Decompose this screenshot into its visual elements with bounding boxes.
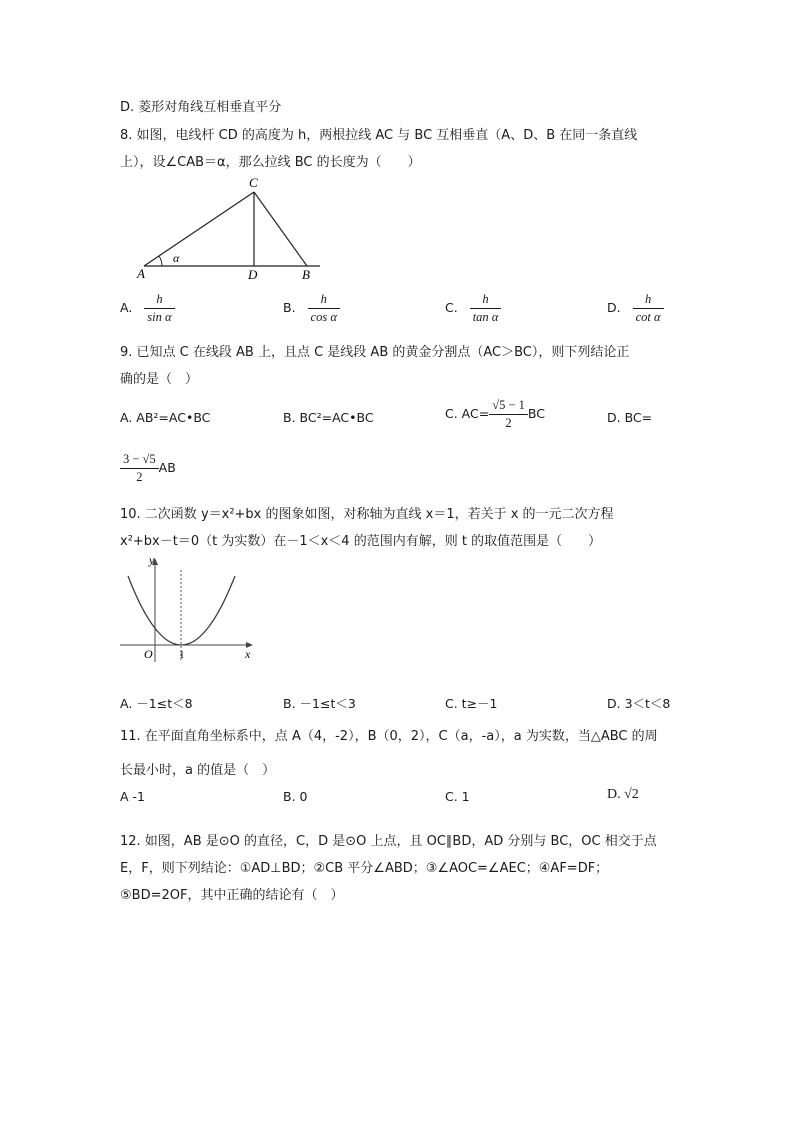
q10-option-d: D. 3＜t＜8 [607,696,671,711]
q9-option-b: B. BC²=AC•BC [283,410,374,425]
q8-triangle-figure [130,172,330,284]
q11-stem-line1: 11. 在平面直角坐标系中，点 A（4，-2），B（0，2），C（a，-a），a 为实数，当△ABC 的周 [120,729,658,744]
q12-stem-line3: ⑤BD=2OF，其中正确的结论有（ ） [120,888,344,903]
q8-option-d: D. $\frac{h}{\text{cot α}}$ [607,292,664,325]
y-axis-label: y [149,553,155,567]
angle-alpha-arc [159,256,162,266]
q8-option-d-fraction: $\frac{h}{\text{cot α}}$ [633,292,664,325]
q11-option-d: D. √2 [607,787,639,802]
q10-option-b: B. －1≤t＜3 [283,696,356,711]
label-b: B [302,267,310,282]
q11-option-c: C. 1 [445,789,470,804]
q9-stem-line2: 确的是（ ） [120,372,199,387]
q8-option-c-fraction: $\frac{h}{\text{tan α}}$ [470,292,502,325]
q9-option-d-continued: $\frac{3 - √5}{2}$ AB [120,452,176,485]
q12-stem-line1: 12. 如图，AB 是⊙O 的直径，C，D 是⊙O 上点，且 OC∥BD，AD 分别与 BC，OC 相交于点 [120,834,657,849]
line-bc [254,192,307,266]
tick-label-one: 1 [179,649,185,661]
label-alpha: α [173,251,180,265]
q8-option-b-fraction: $\frac{h}{\text{cos α}}$ [308,292,340,325]
label-c: C [249,175,258,190]
q8-stem-line2: 上），设∠CAB＝α，那么拉线 BC 的长度为（ ） [120,155,421,170]
q12-stem-line2: E，F，则下列结论：①AD⊥BD；②CB 平分∠ABD；③∠AOC=∠AEC；④AF=DF； [120,861,609,876]
q9-option-d: D. BC= [607,410,653,425]
q8-option-b: B. $\frac{h}{\text{cos α}}$ [283,292,340,325]
q8-option-c: C. $\frac{h}{\text{tan α}}$ [445,292,501,325]
label-d: D [248,267,258,282]
origin-label: O [144,647,153,661]
q8-option-a: A. $\frac{h}{\text{sin α}}$ [120,292,175,325]
q10-parabola-graph [115,550,260,667]
q7-option-d: D. 菱形对角线互相垂直平分 [120,100,282,115]
q10-stem-line2: x²+bx－t＝0（t 为实数）在－1＜x＜4 的范围内有解，则 t 的取值范围是（ ） [120,534,602,549]
line-ac [144,192,254,266]
q9-option-c: C. AC= $\frac{√5 - 1}{2}$ BC [445,398,545,430]
q9-option-c-fraction: $\frac{√5 - 1}{2}$ [489,398,528,431]
q11-option-a: A -1 [120,789,145,804]
q11-stem-line2: 长最小时，a 的值是（ ） [120,763,276,778]
q8-stem-line1: 8. 如图，电线杆 CD 的高度为 h，两根拉线 AC 与 BC 互相垂直（A、D、B 在同一条直线 [120,128,638,143]
q9-option-d-fraction: $\frac{3 - √5}{2}$ [120,452,159,485]
q10-option-c: C. t≥－1 [445,696,498,711]
q10-stem-line1: 10. 二次函数 y＝x²+bx 的图象如图，对称轴为直线 x＝1，若关于 x 的一元二次方程 [120,507,614,522]
q8-option-a-fraction: $\frac{h}{\text{sin α}}$ [144,292,174,325]
x-axis-label: x [245,647,251,661]
q9-option-a: A. AB²=AC•BC [120,410,211,425]
q9-stem-line1: 9. 已知点 C 在线段 AB 上，且点 C 是线段 AB 的黄金分割点（AC＞BC），则下列结论正 [120,345,630,360]
label-a: A [137,266,145,281]
q11-option-b: B. 0 [283,789,308,804]
q10-option-a: A. －1≤t＜8 [120,696,193,711]
